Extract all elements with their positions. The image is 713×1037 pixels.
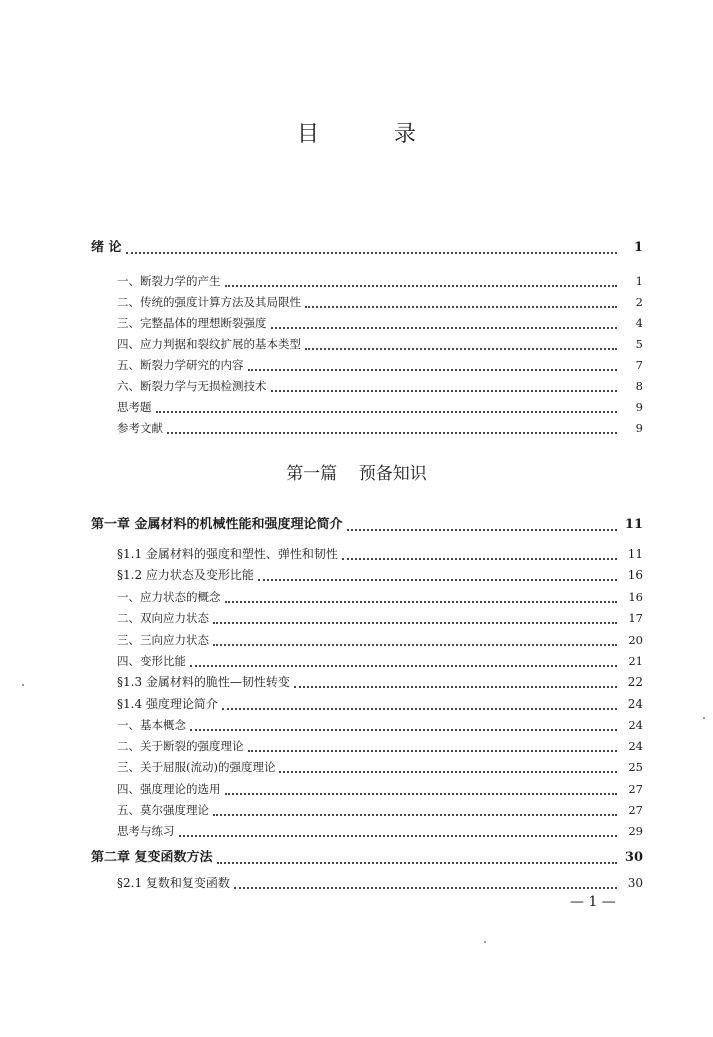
toc-entry-label: 五、莫尔强度理论 <box>117 803 209 817</box>
toc-entry[interactable] <box>117 589 643 605</box>
toc-entry-page: 1 <box>633 240 643 255</box>
toc-entry-label: 一、应力状态的概念 <box>117 590 221 604</box>
toc-entry-label: §1.4 强度理论简介 <box>117 697 218 711</box>
toc-entry[interactable] <box>91 850 643 866</box>
leader-dots <box>305 345 617 350</box>
toc-entry-label: 思考与练习 <box>117 824 175 838</box>
toc-entry-page: 27 <box>628 782 643 796</box>
toc-entry-page: 24 <box>627 697 643 711</box>
toc-entry-page: 9 <box>635 400 643 414</box>
toc-entry-page: 2 <box>635 295 643 309</box>
leader-dots <box>305 303 617 308</box>
toc-entry[interactable] <box>117 632 643 648</box>
leader-dots <box>213 811 617 816</box>
toc-entry[interactable] <box>117 696 643 712</box>
toc-entry[interactable] <box>117 378 643 394</box>
toc-entry-label: 二、双向应力状态 <box>117 611 209 625</box>
toc-entry[interactable] <box>117 399 643 415</box>
toc-entry-page: 20 <box>628 633 643 647</box>
toc-entry[interactable] <box>117 781 643 797</box>
toc-entry[interactable] <box>117 738 643 754</box>
leader-dots <box>347 526 617 531</box>
toc-entry-label: 三、关于屈服(流动)的强度理论 <box>117 760 276 774</box>
toc-entry[interactable] <box>117 674 643 690</box>
leader-dots <box>190 726 617 731</box>
toc-entry[interactable] <box>117 717 643 733</box>
toc-entry[interactable] <box>117 357 643 373</box>
leader-dots <box>126 249 617 254</box>
leader-dots <box>248 366 618 371</box>
leader-dots <box>271 387 618 392</box>
toc-entry[interactable] <box>117 420 643 436</box>
toc-entry-page: 5 <box>635 337 643 351</box>
leader-dots <box>217 859 617 864</box>
toc-entry-page: 21 <box>628 654 643 668</box>
leader-dots <box>213 619 617 624</box>
toc-entry-page: 30 <box>627 876 643 890</box>
scan-speck <box>22 684 24 686</box>
leader-dots <box>258 576 617 581</box>
toc-entry-label: 一、基本概念 <box>117 718 186 732</box>
toc-entry[interactable] <box>117 823 643 839</box>
toc-entry-label: 二、传统的强度计算方法及其局限性 <box>117 295 301 309</box>
toc-entry-page: 8 <box>635 379 643 393</box>
leader-dots <box>234 884 617 889</box>
toc-entry-label: §1.2 应力状态及变形比能 <box>117 568 254 582</box>
toc-entry-page: 25 <box>628 760 643 774</box>
leader-dots <box>190 662 617 667</box>
toc-entry-page: 7 <box>635 358 643 372</box>
toc-entry[interactable] <box>117 653 643 669</box>
toc-entry-label: 绪 论 <box>91 240 122 255</box>
leader-dots <box>167 429 617 434</box>
toc-entry-label: 四、变形比能 <box>117 654 186 668</box>
toc-entry-page: 27 <box>628 803 643 817</box>
leader-dots <box>294 683 617 688</box>
toc-entry-page: 30 <box>624 850 643 865</box>
toc-entry-page: 22 <box>627 675 643 689</box>
toc-entry-label: 六、断裂力学与无损检测技术 <box>117 379 267 393</box>
leader-dots <box>222 705 617 710</box>
toc-entry-label: 四、应力判据和裂纹扩展的基本类型 <box>117 337 301 351</box>
page-number: — 1 — <box>570 894 616 910</box>
toc-entry-page: 1 <box>635 274 643 288</box>
scan-speck <box>484 941 486 943</box>
leader-dots <box>179 832 618 837</box>
toc-entry-page: 29 <box>628 824 643 838</box>
toc-entry[interactable] <box>117 759 643 775</box>
toc-entry[interactable] <box>91 517 643 533</box>
toc-entry-label: 三、完整晶体的理想断裂强度 <box>117 316 267 330</box>
toc-entry-label: 四、强度理论的选用 <box>117 782 221 796</box>
leader-dots <box>248 747 618 752</box>
toc-entry-page: 16 <box>627 568 643 582</box>
toc-entry-label: 第二章 复变函数方法 <box>91 850 213 865</box>
leader-dots <box>213 641 617 646</box>
toc-entry-label: 三、三向应力状态 <box>117 633 209 647</box>
leader-dots <box>225 598 618 603</box>
toc-entry[interactable] <box>117 315 643 331</box>
toc-entry-label: §1.1 金属材料的强度和塑性、弹性和韧性 <box>117 547 338 561</box>
toc-entry-label: §2.1 复数和复变函数 <box>117 876 230 890</box>
toc-entry[interactable] <box>117 546 643 562</box>
toc-entry-page: 11 <box>627 547 643 561</box>
leader-dots <box>156 408 618 413</box>
toc-entry-label: 五、断裂力学研究的内容 <box>117 358 244 372</box>
toc-entry-page: 11 <box>624 517 643 532</box>
page-title: 目 录 <box>297 122 450 147</box>
toc-entry[interactable] <box>117 802 643 818</box>
leader-dots <box>225 790 618 795</box>
toc-entry[interactable] <box>117 294 643 310</box>
toc-entry-page: 4 <box>635 316 643 330</box>
toc-entry-label: 第一章 金属材料的机械性能和强度理论简介 <box>91 517 343 532</box>
leader-dots <box>271 324 618 329</box>
toc-entry-label: §1.3 金属材料的脆性—韧性转变 <box>117 675 290 689</box>
leader-dots <box>342 555 617 560</box>
toc-entry[interactable] <box>117 610 643 626</box>
toc-entry-label: 二、关于断裂的强度理论 <box>117 739 244 753</box>
toc-entry[interactable] <box>117 875 643 891</box>
part-title: 第一篇 预备知识 <box>286 464 427 484</box>
toc-entry-page: 24 <box>628 718 643 732</box>
toc-entry[interactable] <box>117 567 643 583</box>
toc-entry-label: 一、断裂力学的产生 <box>117 274 221 288</box>
toc-entry-page: 16 <box>628 590 643 604</box>
leader-dots <box>225 282 618 287</box>
toc-entry-label: 参考文献 <box>117 421 163 435</box>
toc-entry-page: 24 <box>628 739 643 753</box>
toc-entry-page: 9 <box>635 421 643 435</box>
leader-dots <box>279 768 617 773</box>
toc-entry-label: 思考题 <box>117 400 152 414</box>
scan-speck <box>703 717 705 719</box>
toc-entry[interactable] <box>117 336 643 352</box>
toc-entry-page: 17 <box>628 611 643 625</box>
toc-entry[interactable] <box>117 273 643 289</box>
toc-entry[interactable] <box>91 240 643 256</box>
